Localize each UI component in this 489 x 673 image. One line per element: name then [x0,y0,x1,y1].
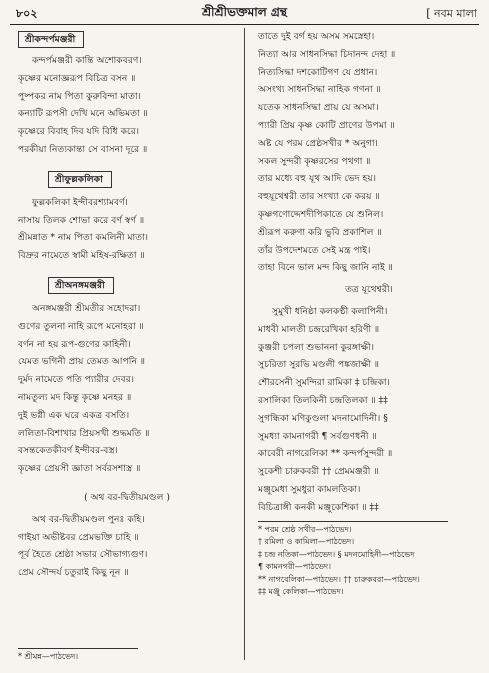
footnote: ** নাগবেলিকা—পাঠভেদ। †† চারুকবরা—পাঠভেদ। [258,574,420,584]
verse-line: বিদ্রুর নামেতে স্বামী মহিষ-রক্ষিতা ॥ [18,250,145,262]
verse-line: যেমত ভগিনী প্রায় তেমত আপনি ॥ [18,356,146,368]
verse-line: রসালিকা তিলকিনী চন্দ্রতিলকা ॥ ‡‡ [258,394,388,406]
verse-line: নিত্যসিদ্ধা দশকোটিগণ যে প্রধান। [258,66,378,78]
verse-block-6 [258,303,480,517]
footnote: † রমিলা ও কামিলা—পাঠভেদ। [258,537,355,547]
verse-line: গুণের তুলনা নাহি রূপে মনোহরা ॥ [18,320,144,332]
verse-line: কৃষ্ণগণোদ্দেশদীপিকাতে যে শুনিল। [258,208,384,220]
verse-block-5 [258,28,480,277]
column-divider [244,28,245,660]
page-header [10,3,479,23]
verse-line: নিত্যা আর সাধনসিদ্ধা চিদানন্দ দেহা ॥ [258,48,396,60]
verse-line: দুই ভগ্নী এক ঘরে একত্র বসতি। [18,409,130,421]
verse-line: গাইয়া অভীষ্টবর প্রেমভক্তি চাহি ॥ [18,531,139,543]
footnote: ‡‡ মঞ্জু কেলিকা—পাঠভেদ। [258,587,344,597]
verse-line: কাবেরী নাগরেলিকা ** কন্দর্পসুন্দরী ॥ [258,448,393,460]
verse-line: অষ্ট যে পরম প্রেষ্ঠসখীর * অনুগা। [258,137,378,149]
verse-block-3 [18,300,236,478]
verse-line: ললিতা-বিশাখার প্রিয়সখী শুদ্ধমতি ॥ [18,427,150,439]
page-number: ৮০২ [16,7,38,20]
footnote: ¶ কামনগরী—পাঠভেদ। [258,562,331,572]
subsection-heading: ( অথ বর-দ্বিতীয়মণ্ডল ) [84,491,170,503]
verse-line: সুমধ্যা কামনাগরী ¶ সর্বগুণধনী ॥ [258,430,377,442]
verse-block-1 [18,52,236,159]
verse-line: কৃষ্ণের মনোজ্ঞরূপ বিচিত্র বসন ॥ [18,72,136,84]
verse-line: শ্রীরূপ করুণা করি ভুবি প্রকাশিল ॥ [258,226,382,238]
verse-line: পুষ্পকর নাম পিতা কুরুবিন্দা মাতা। [18,90,141,102]
verse-line: নামতুল্য মদ কিন্তু কৃষ্ণে মনহর ॥ [18,391,132,403]
heading-kandarpa-manjari: শ্রীকন্দর্পমঞ্জরী [18,31,84,48]
footnote: ‡ চন্দ্র নতিকা—পাঠভেদ। § মদনমোহিনী—পাঠভেদ [258,549,415,559]
section-label: [ নবম মালা [426,7,477,20]
verse-line: সকল সুন্দরী কৃষ্ণরসের পথগা ॥ [258,155,371,167]
verse-line: শৌরসেনী সুমন্দিরা রামিকা ‡ চন্দ্রিকা। [258,377,390,389]
verse-line: ফুল্লকলিকা ইন্দীবরশ্যামবর্ণ। [32,196,128,208]
verse-line: প্রেম সৌন্দর্য চতুরাই কিছু নূন ॥ [18,567,129,579]
verse-line: কন্যাটি রূপসী দেখি মনে অভিমতা ॥ [18,108,148,120]
verse-line: তাঁর উপদেশমতে সেই মন্ত্র পাই। [258,244,371,256]
verse-line: প্যারী প্রিয় কৃষ্ণ কোটি প্রাণের উপমা ॥ [258,119,395,131]
verse-line: সুচরিতা সুরভি মণ্ডলী পঙ্কজাক্ষী ॥ [258,359,380,371]
verse-line: তাহা বিনে ভাল মন্দ কিছু জানি নাই ॥ [258,262,393,274]
footnote-rule [18,648,138,649]
verse-line: নাসায় তিলক শোভা করে বর্ণ স্বর্ণ ॥ [18,214,145,226]
verse-line: শ্রীমন্নাত * নাম পিতা কমলিনী মাতা। [18,232,149,244]
verse-line: সুকেশী চারুকবরী †† প্রেমমঞ্জরী ॥ [258,466,379,478]
verse-block-4 [18,511,236,582]
verse-line: অথ বর-দ্বিতীয়মণ্ডল পুনঃ কহি। [32,513,145,525]
left-column [18,28,236,582]
verse-block-2 [18,194,236,265]
verse-line: সুগন্ধিকা মণিকুণ্ডলা মদনামোদিনী। § [258,412,388,424]
verse-line: যতেক সাধনসিদ্ধা প্রায় যে অসমা। [258,102,379,114]
verse-line: কন্দর্পমঞ্জরী কান্তি অশোকবরণ। [32,55,142,66]
verse-line: কৃষ্ণের প্রেয়সী জ্ঞাতা সর্বরসশাস্ত্র ॥ [18,463,141,475]
header-rule [10,24,479,25]
heading-ananga-manjari: শ্রীঅনঙ্গমঞ্জরী [48,277,114,294]
footnote-rule [258,521,448,522]
verse-line: বর্ণন না হয় রূপ-গুণের কাহিনী। [18,338,131,350]
verse-line: বসন্তকেতকীবর্ণ ইন্দীবর-বস্ত্র। [18,445,118,457]
verse-line: মাধবী মালতী চন্দ্ররেখিকা হরিণী ॥ [258,323,380,335]
verse-line: সুমুখী ধনিষ্ঠা কলকণ্ঠী কলাপিনী। [272,305,388,317]
heading-phulla-kalika: শ্রীফুল্লকলিকা [48,171,112,188]
page-title: শ্রীশ্রীভক্তমাল গ্রন্থ [202,5,287,19]
verse-line: বিচিত্রাঙ্গী কনকী মঞ্জুকেশিকা ॥ ‡‡ [258,501,379,513]
verse-line: দুর্মদ নামেতে পতি প্যারীর দেবর। [18,374,135,386]
verse-line: অনঙ্গমঞ্জরী শ্রীমতীর সহোদরা। [32,302,141,314]
right-column [258,28,480,599]
verse-line: কুঞ্জরী চপলা শুভাননা কুরঙ্গাক্ষী। [258,341,375,353]
verse-line: অসংখ্য সাধনসিদ্ধা নাহিক গণনা ॥ [258,84,381,96]
footnote: * পরম শ্রেষ্ঠ সখীর—পাঠভেদ। [258,524,352,534]
verse-line: পূর্ব হৈতে শ্রেষ্ঠা সভার সৌভাগ্যগুণ। [18,549,148,561]
verse-line: বহুযূথেশ্বরী তার সংখ্যা কে করয় ॥ [258,191,380,203]
left-footnotes [18,644,236,664]
verse-line: কৃষ্ণেরে বিবাহ দিব যদি বিধি করে। [18,126,140,138]
subsection-heading: তত্র যূথেশ্বরী। [345,284,393,296]
right-footnotes [258,524,480,600]
verse-line: তার মধ্যে বহু যূথ আদি ভেদ হয়। [258,173,377,185]
verse-line: পরকীয়া নিত্যকান্তা সে বাসনা দূরে ॥ [18,143,148,155]
verse-line: মঞ্জুমেধা সুমধুরা কামলতিকা। [258,483,361,495]
footnote: * শ্রীমন্ন—পাঠভেদ। [18,652,79,661]
verse-line: তাতে দুই বর্গ হয় অসম সমস্নেহা। [258,31,375,42]
